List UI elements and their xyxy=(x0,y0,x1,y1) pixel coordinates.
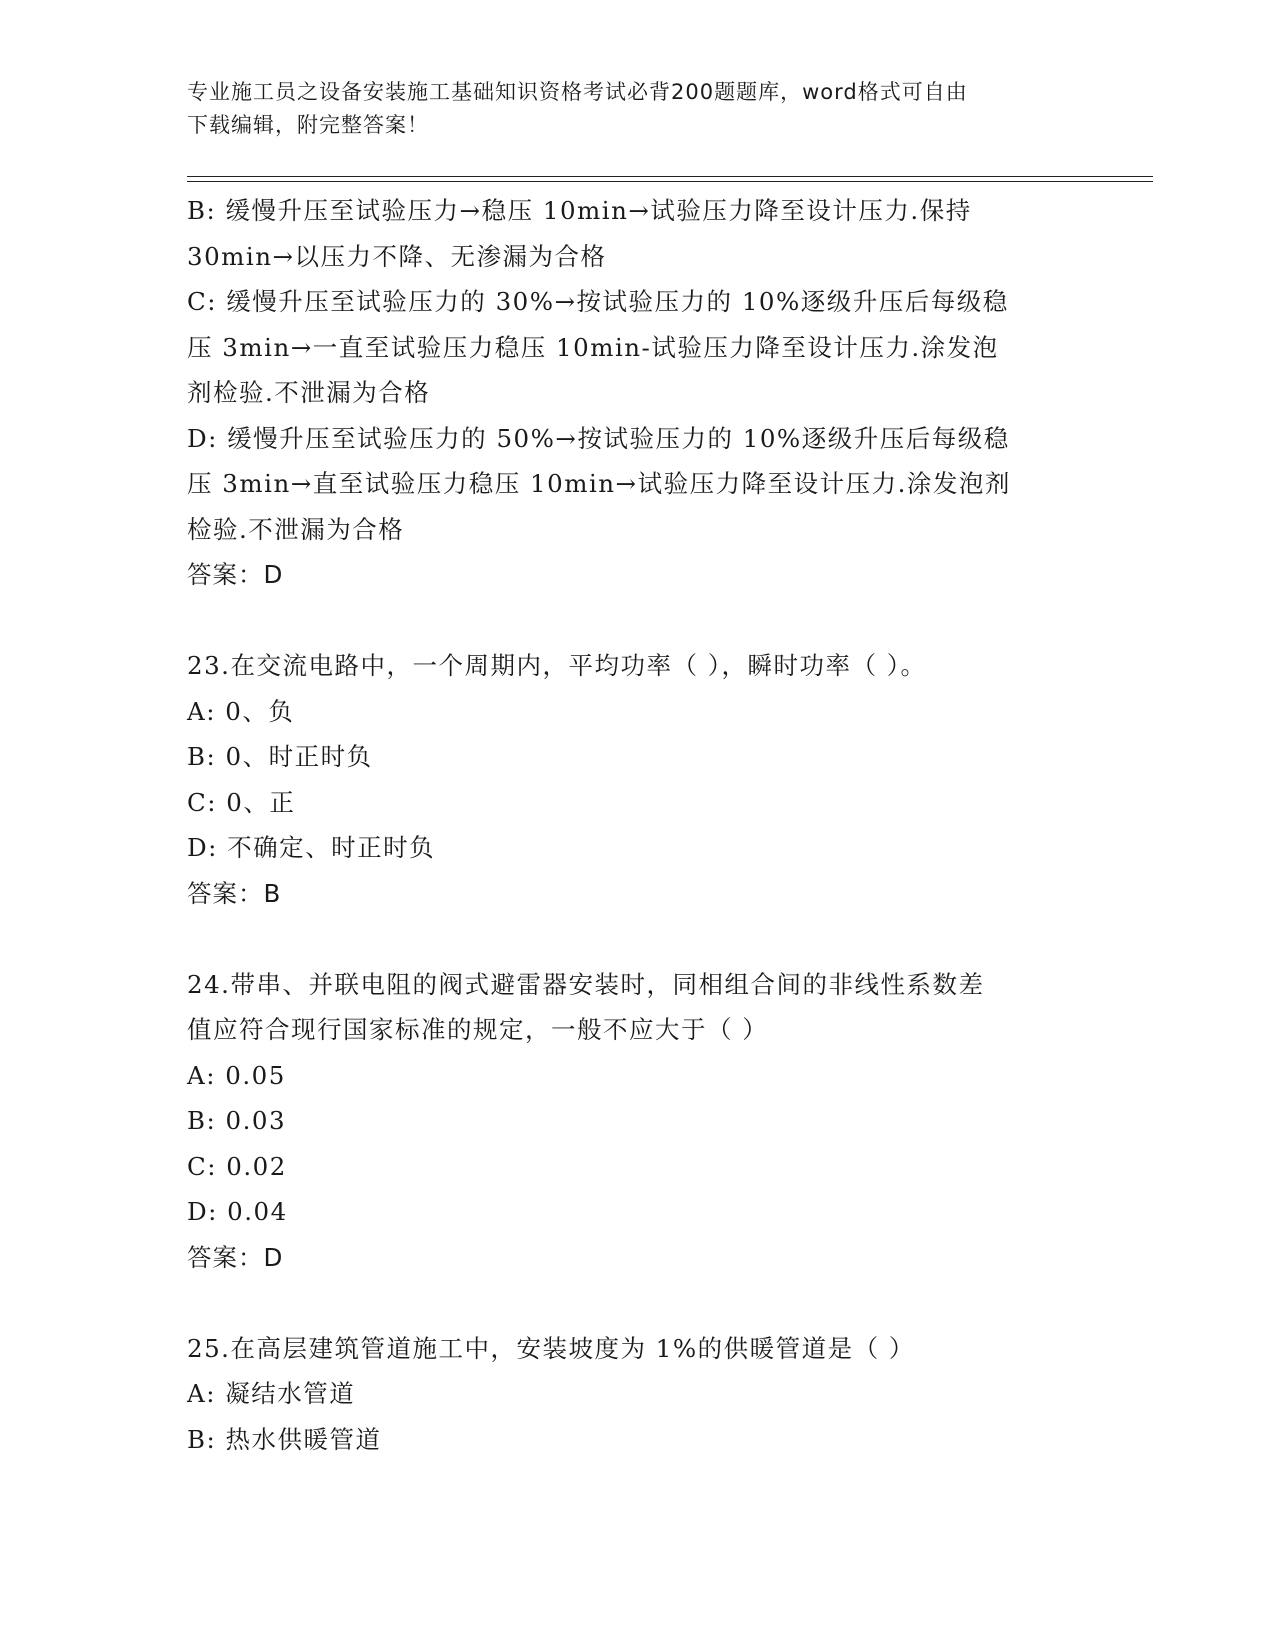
option-d-line: D: 缓慢升压至试验压力的 50%→按试验压力的 10%逐级升压后每级稳 xyxy=(187,423,1010,453)
question-23 xyxy=(187,643,1087,916)
option-d: D: 0.04 xyxy=(187,1197,288,1226)
header-divider-top xyxy=(187,176,1153,177)
option-c-line: C: 缓慢升压至试验压力的 30%→按试验压力的 10%逐级升压后每级稳 xyxy=(187,287,1009,316)
option-a: A: 凝结水管道 xyxy=(187,1379,356,1408)
answer-text: 答案：D xyxy=(187,560,284,589)
option-b: B: 0、时正时负 xyxy=(187,742,373,771)
answer-text: 答案：B xyxy=(187,878,282,908)
header-line-2: 下载编辑，附完整答案！ xyxy=(187,113,429,137)
option-a: A: 0.05 xyxy=(187,1060,286,1090)
question-stem: 24.带串、并联电阻的阀式避雷器安装时，同相组合间的非线性系数差 xyxy=(187,969,985,999)
option-c-line: 压 3min→一直至试验压力稳压 10min-试验压力降至设计压力.涂发泡 xyxy=(187,332,999,362)
option-b: B: 0.03 xyxy=(187,1106,287,1135)
header-divider-bottom xyxy=(187,181,1153,182)
question-stem: 25.在高层建筑管道施工中，安装坡度为 1%的供暖管道是（ ） xyxy=(187,1333,915,1363)
question-25 xyxy=(187,1326,1087,1463)
option-c: C: 0.02 xyxy=(187,1151,287,1181)
option-d: D: 不确定、时正时负 xyxy=(187,833,436,862)
question-22-tail xyxy=(187,188,1087,598)
question-gap xyxy=(187,598,1087,644)
header-line-1: 专业施工员之设备安装施工基础知识资格考试必背200题题库，word格式可自由 xyxy=(187,80,968,104)
option-b: B: 热水供暖管道 xyxy=(187,1424,382,1454)
question-list xyxy=(187,188,1087,1462)
document-header xyxy=(187,76,1067,142)
option-a: A: 0、负 xyxy=(187,696,295,726)
answer-text: 答案：D xyxy=(187,1242,284,1272)
option-b-line: 30min→以压力不降、无渗漏为合格 xyxy=(187,241,607,271)
option-d-line: 检验.不泄漏为合格 xyxy=(187,514,405,544)
option-c: C: 0、正 xyxy=(187,787,296,817)
option-c-line: 剂检验.不泄漏为合格 xyxy=(187,378,431,407)
option-d-line: 压 3min→直至试验压力稳压 10min→试验压力降至设计压力.涂发泡剂 xyxy=(187,469,1011,498)
question-gap xyxy=(187,916,1087,962)
question-stem: 值应符合现行国家标准的规定，一般不应大于（ ） xyxy=(187,1015,769,1044)
question-stem: 23.在交流电路中，一个周期内，平均功率（ ），瞬时功率（ ）。 xyxy=(187,651,927,680)
question-24 xyxy=(187,962,1087,1281)
question-gap xyxy=(187,1280,1087,1326)
option-b-line: B: 缓慢升压至试验压力→稳压 10min→试验压力降至设计压力.保持 xyxy=(187,196,972,225)
